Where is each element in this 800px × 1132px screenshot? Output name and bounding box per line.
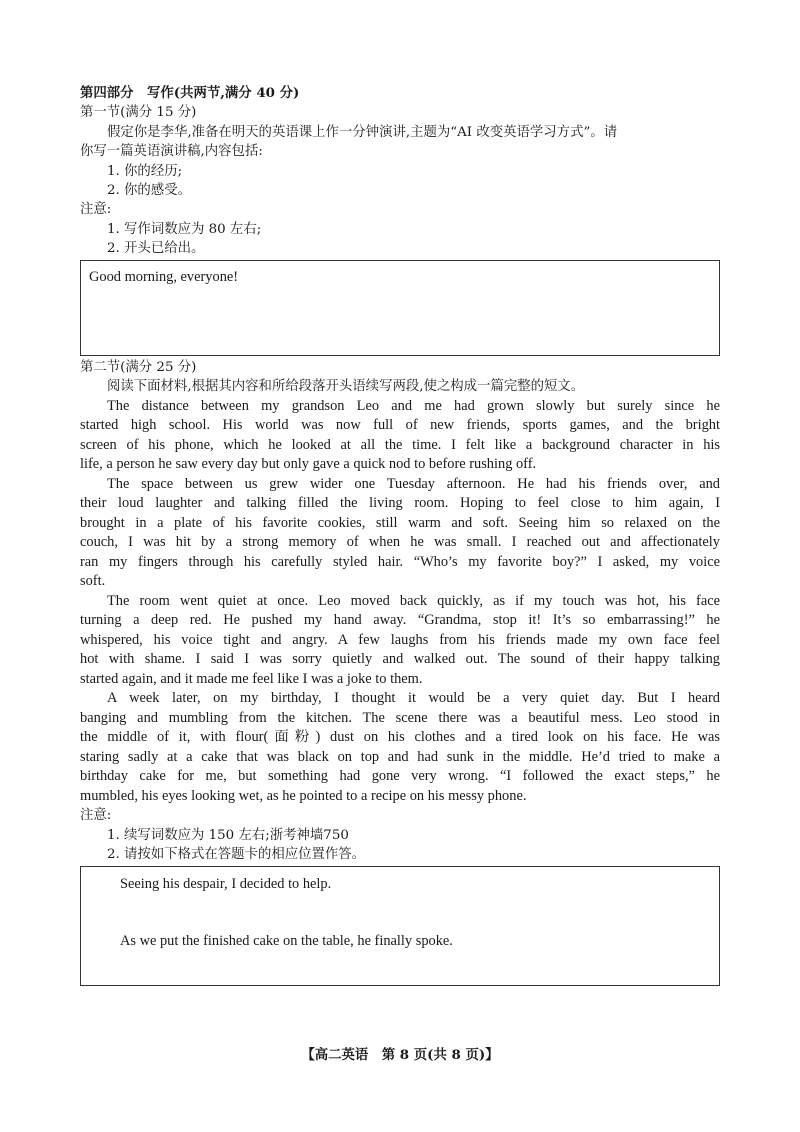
section1-prompt-line1: 假定你是李华,准备在明天的英语课上作一分钟演讲,主题为“AI 改变英语学习方式”。请: [107, 124, 618, 140]
story-line: birthday cake for me, but something had gone very wrong. “I followed the exact steps,” he: [80, 768, 720, 785]
exam-page: [80, 84, 720, 259]
section1-item-1: 1. 你的经历;: [107, 163, 183, 179]
section1-prompt-line2: 你写一篇英语演讲稿,内容包括:: [80, 144, 263, 160]
story-line: hot with shame. I said I was sorry quietly and walked out. The sound of their happy talking: [80, 651, 720, 668]
story-line: The space between us grew wider one Tuesday afternoon. He had his friends over, and: [107, 475, 720, 492]
story-text: [80, 397, 720, 807]
page-footer: 【高二英语 第 8 页(共 8 页)】: [301, 1047, 499, 1063]
story-line: couch, I was hit by a strong memory of when he was small. I reached out and affectionately: [80, 534, 720, 551]
story-line: life, a person he saw every day but only gave a quick nod to before rushing off.: [80, 456, 537, 473]
story-line: screen of his phone, which he looked at all the time. I felt like a background character in his: [80, 436, 720, 453]
section2: [80, 358, 720, 865]
story-line: whispered, his voice tight and angry. A few laughs from his friends made my own face feel: [80, 631, 720, 648]
story-line: the middle of it, with flour(面粉) dust on his clothes and a tired look on his face. He was: [80, 729, 720, 746]
section1-note-1: 1. 写作词数应为 80 左右;: [107, 221, 262, 237]
story-line: their loud laughter and talking filled the living room. Hoping to feel close to him again, I: [80, 495, 720, 512]
section1-note-2: 2. 开头已给出。: [107, 241, 205, 257]
story-line: turning a deep red. He pushed my hand away. “Grandma, stop it! It’s so embarrassing!” he: [80, 612, 720, 629]
story-line: The room went quiet at once. Leo moved back quickly, as if my touch was hot, his face: [107, 592, 720, 609]
story-line: ran my fingers through his carefully styled hair. “Who’s my favorite boy?” I asked, my voice: [80, 553, 720, 570]
part-title: 第四部分 写作(共两节,满分 40 分): [80, 85, 300, 101]
story-line: started again, and it made me feel like I was a joke to them.: [80, 670, 423, 687]
section2-title: 第二节(满分 25 分): [80, 360, 197, 375]
section2-box-paragraph2: As we put the finished cake on the table, he finally spoke.: [120, 933, 453, 949]
story-line: started high school. His world was now full of new friends, sports games, and the bright: [80, 417, 720, 434]
section2-answer-box: [80, 866, 720, 986]
story-line: mumbled, his eyes looking wet, as he pointed to a recipe on his messy phone.: [80, 787, 527, 804]
section1-box-opening: Good morning, everyone!: [89, 269, 239, 285]
section1-answer-box: [80, 260, 720, 356]
section2-instruction: 阅读下面材料,根据其内容和所给段落开头语续写两段,使之构成一篇完整的短文。: [107, 379, 585, 395]
section2-note-2: 2. 请按如下格式在答题卡的相应位置作答。: [107, 847, 366, 863]
section1-title: 第一节(满分 15 分): [80, 105, 197, 121]
story-line: staring sadly at a cake that was black on top and had sunk in the middle. He’d tried to make a: [80, 748, 720, 765]
story-line: A week later, on my birthday, I thought it would be a very quiet day. But I heard: [107, 690, 720, 707]
section2-note-label: 注意:: [80, 808, 112, 824]
story-line: banging and mumbling from the kitchen. The scene there was a beautiful mess. Leo stood in: [80, 709, 720, 726]
section1-note-label: 注意:: [80, 202, 112, 218]
story-line: brought in a plate of his favorite cookies, still warm and soft. Seeing him so relaxed on the: [80, 514, 720, 531]
story-line: soft.: [80, 573, 106, 590]
section1-item-2: 2. 你的感受。: [107, 183, 191, 199]
section2-box-paragraph1: Seeing his despair, I decided to help.: [120, 876, 332, 892]
section2-note-1: 1. 续写词数应为 150 左右;浙考神墙750: [107, 827, 349, 843]
story-line: The distance between my grandson Leo and me had grown slowly but surely since he: [107, 397, 720, 414]
